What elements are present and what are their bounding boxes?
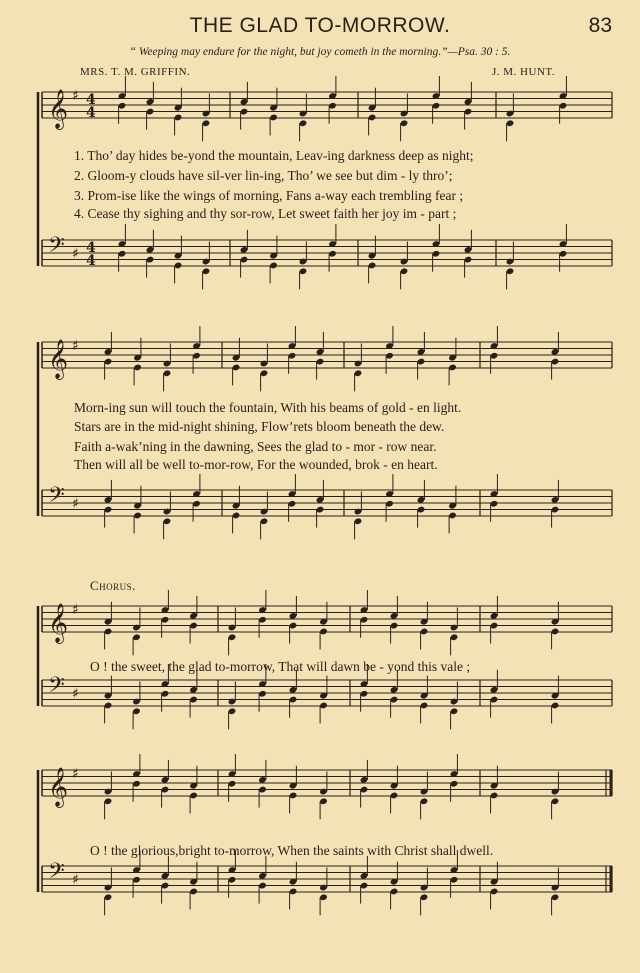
time-signature: 4	[86, 105, 96, 121]
sharp-icon: ♯	[72, 872, 79, 888]
composer-credit: J. M. HUNT.	[492, 66, 556, 78]
bass-clef-icon: 𝄢	[48, 233, 65, 263]
chorus-label: Chorus.	[90, 578, 136, 593]
verse-1-line-2: Morn-ing sun will touch the fountain, With his beams of gold - en light.	[74, 400, 462, 415]
chorus-line-2: O ! the glorious,bright to-morrow, When the saints with Christ shall dwell.	[90, 843, 494, 858]
sharp-icon: ♯	[72, 496, 79, 512]
bass-clef-icon: 𝄢	[48, 483, 65, 513]
treble-clef-icon: 𝄞	[48, 89, 69, 129]
page-number: 83	[588, 14, 612, 37]
lyricist-credit: MRS. T. M. GRIFFIN.	[80, 66, 191, 78]
verse-3-line-1: 3. Prom-ise like the wings of morning, Fans a-way each trembling fear ;	[74, 188, 464, 203]
sharp-icon: ♯	[72, 766, 79, 782]
sharp-icon: ♯	[72, 602, 79, 618]
treble-clef-icon: 𝄞	[48, 339, 69, 379]
bass-clef-icon: 𝄢	[48, 859, 65, 889]
verse-2-line-2: Stars are in the mid-night shining, Flow’rets bloom beneath the dew.	[74, 419, 445, 434]
sharp-icon: ♯	[72, 246, 79, 262]
sharp-icon: ♯	[72, 686, 79, 702]
time-signature: 4	[86, 240, 96, 256]
chorus-line-1: O ! the sweet, the glad to-morrow, That will dawn be - yond this vale ;	[90, 659, 471, 674]
verse-2-line-1: 2. Gloom-y clouds have sil-ver lin-ing, Tho’ we see but dim - ly thro’;	[74, 168, 453, 183]
bass-clef-icon: 𝄢	[48, 673, 65, 703]
treble-clef-icon: 𝄞	[48, 767, 69, 807]
verse-4-line-1: 4. Cease thy sighing and thy sor-row, Let sweet faith her joy im - part ;	[74, 206, 457, 221]
verse-3-line-2: Faith a-wak’ning in the dawning, Sees the glad to - mor - row near.	[74, 439, 437, 454]
epigraph: “ Weeping may endure for the night, but joy cometh in the morning.”—Psa. 30 : 5.	[129, 46, 511, 58]
sharp-icon: ♯	[72, 88, 79, 104]
treble-clef-icon: 𝄞	[48, 603, 69, 643]
verse-4-line-2: Then will all be well to-mor-row, For the wounded, brok - en heart.	[74, 457, 438, 472]
page-title: THE GLAD TO-MORROW.	[189, 14, 451, 37]
time-signature: 4	[86, 92, 96, 108]
sharp-icon: ♯	[72, 338, 79, 354]
verse-1-line-1: 1. Tho’ day hides be-yond the mountain, Leav-ing darkness deep as night;	[74, 148, 474, 163]
time-signature: 4	[86, 253, 96, 269]
